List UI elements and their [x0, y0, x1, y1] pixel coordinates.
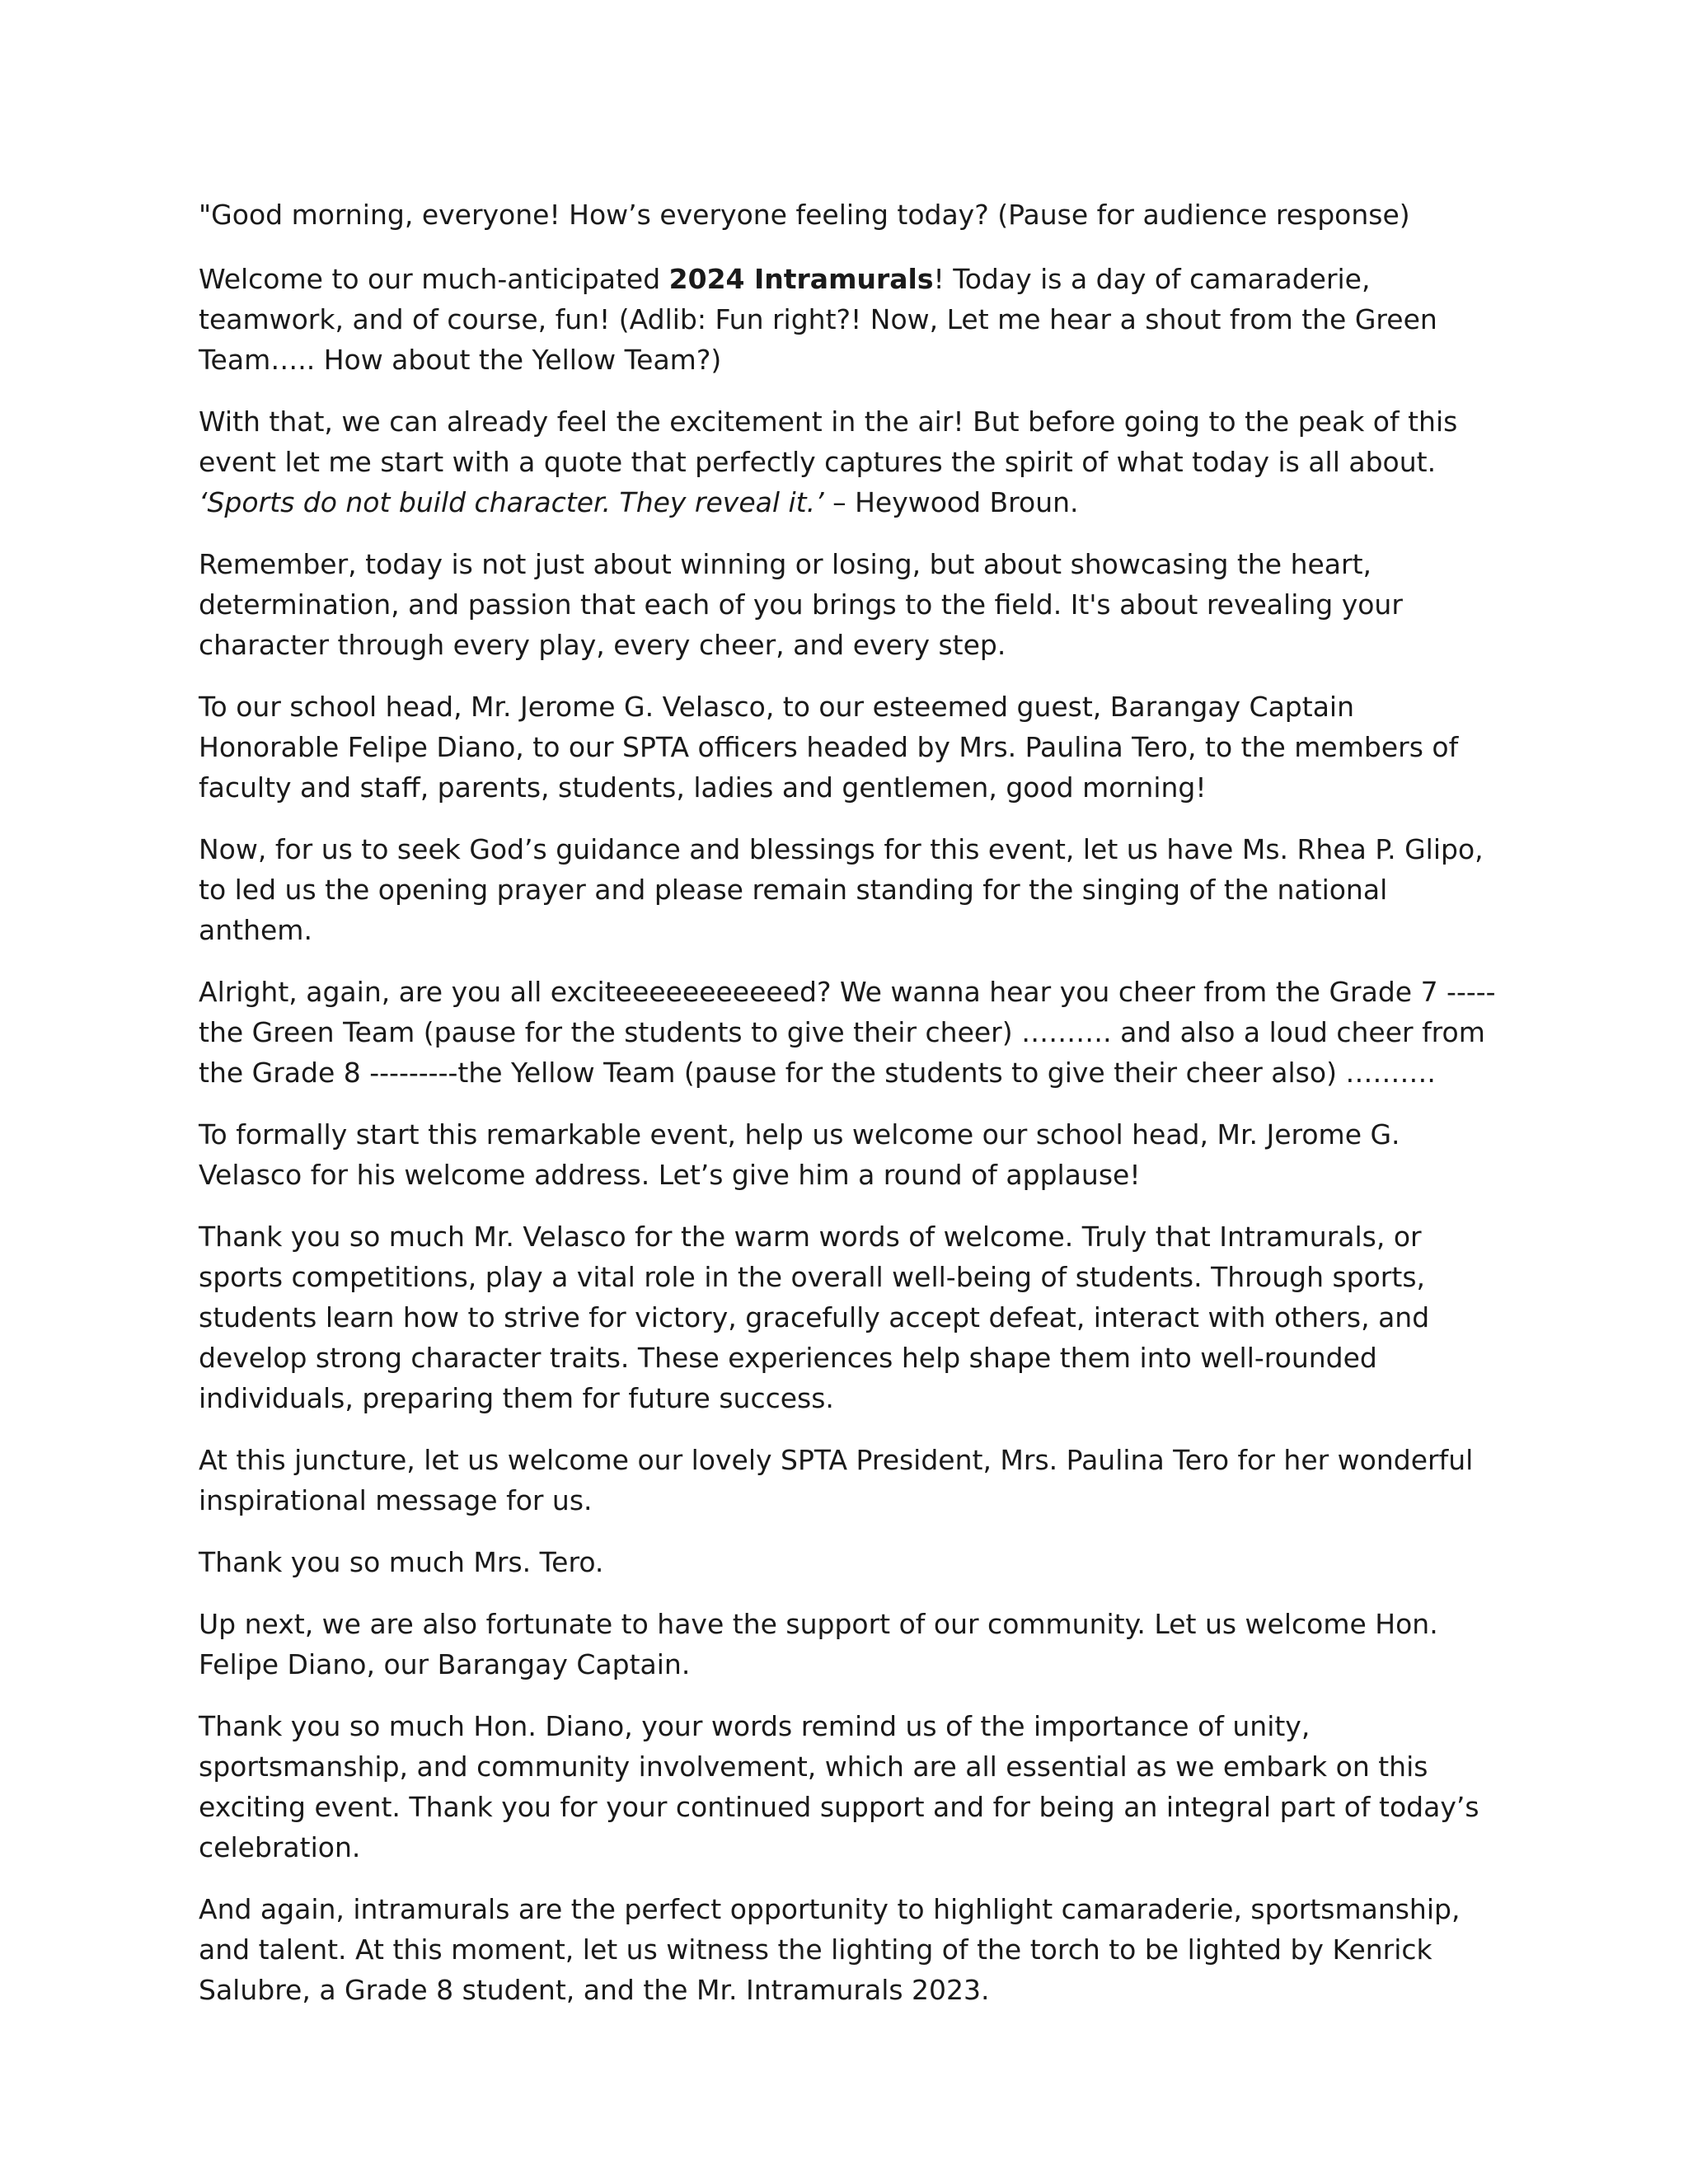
paragraph-welcome-address [199, 1114, 1501, 1195]
paragraph-cheer [199, 972, 1501, 1093]
text-run: Up next, we are also fortunate to have the support of our community. Let us welcome Hon. Felipe Diano, our Barangay Captain. [199, 1608, 1438, 1680]
text-run: Thank you so much Mr. Velasco for the warm words of welcome. Truly that Intramurals, or sports competitions, play a vital role in the overall well-being of students. Through sports, students learn how to strive for victory, gracefully accept defeat, interact with others, and develop strong character traits. These experiences help shape them into well-rounded individuals, preparing them for future success. [199, 1221, 1430, 1414]
text-run: – Heywood Broun. [823, 486, 1079, 518]
paragraph-welcome [199, 259, 1501, 380]
paragraph-thanks-velasco [199, 1216, 1501, 1418]
text-run: To our school head, Mr. Jerome G. Velasco, to our esteemed guest, Barangay Captain Honorable Felipe Diano, to our SPTA officers headed by Mrs. Paulina Tero, to the members of faculty and staff, parents, students, ladies and gentlemen, good morning! [199, 691, 1459, 804]
paragraph-thanks-tero [199, 1542, 1501, 1582]
text-run: Alright, again, are you all exciteeeeeeeeeeed? We wanna hear you cheer from the Grade 7 -----the Green Team (pause for the students to give their cheer) ………. and also a loud cheer from the Grade 8 ---------the Yellow Team (pause for the students to give their cheer also) ………. [199, 976, 1496, 1089]
text-run: "Good morning, everyone! How’s everyone feeling today? (Pause for audience response) [199, 199, 1410, 231]
text-run: Thank you so much Hon. Diano, your words remind us of the importance of unity, sportsmanship, and community involvement, which are all essential as we embark on this exciting event. Thank you for your continued support and for being an integral part of today’s celebration. [199, 1710, 1479, 1863]
paragraph-spta-president [199, 1440, 1501, 1521]
document-body [199, 194, 1501, 2032]
paragraph-acknowledgements [199, 687, 1501, 808]
text-run: To formally start this remarkable event, help us welcome our school head, Mr. Jerome G. Velasco for his welcome address. Let’s give him a round of applause! [199, 1118, 1400, 1191]
paragraph-torch-lighting [199, 1889, 1501, 2010]
text-run: With that, we can already feel the excitement in the air! But before going to the peak of this event let me start with a quote that perfectly captures the spirit of what today is all about. [199, 405, 1458, 478]
text-run: Remember, today is not just about winning or losing, but about showcasing the heart, determination, and passion that each of you brings to the field. It's about revealing your character through every play, every cheer, and every step. [199, 548, 1403, 661]
text-run: Welcome to our much-anticipated [199, 263, 669, 295]
text-run: Now, for us to seek God’s guidance and blessings for this event, let us have Ms. Rhea P. Glipo, to led us the opening prayer and please remain standing for the singing of the national anthem. [199, 833, 1484, 946]
paragraph-quote [199, 401, 1501, 523]
quote-italic: ‘Sports do not build character. They reveal it.’ [199, 486, 824, 518]
text-run: And again, intramurals are the perfect opportunity to highlight camaraderie, sportsmanship, and talent. At this moment, let us witness the lighting of the torch to be lighted by Kenrick Salubre, a Grade 8 student, and the Mr. Intramurals 2023. [199, 1893, 1461, 2006]
paragraph-greeting [199, 194, 1501, 235]
paragraph-remember [199, 544, 1501, 665]
text-run: Thank you so much Mrs. Tero. [199, 1546, 604, 1578]
text-run: ! Today is a day of camaraderie, teamwork, and of course, fun! (Adlib: Fun right?! Now, Let me hear a shout from the Green Team….. How about the Yellow Team?) [199, 263, 1437, 376]
paragraph-prayer [199, 829, 1501, 950]
text-run: At this juncture, let us welcome our lovely SPTA President, Mrs. Paulina Tero for her wonderful inspirational message for us. [199, 1444, 1474, 1516]
paragraph-thanks-diano [199, 1706, 1501, 1868]
event-name-bold: 2024 Intramurals [668, 263, 934, 295]
paragraph-barangay-captain [199, 1604, 1501, 1685]
